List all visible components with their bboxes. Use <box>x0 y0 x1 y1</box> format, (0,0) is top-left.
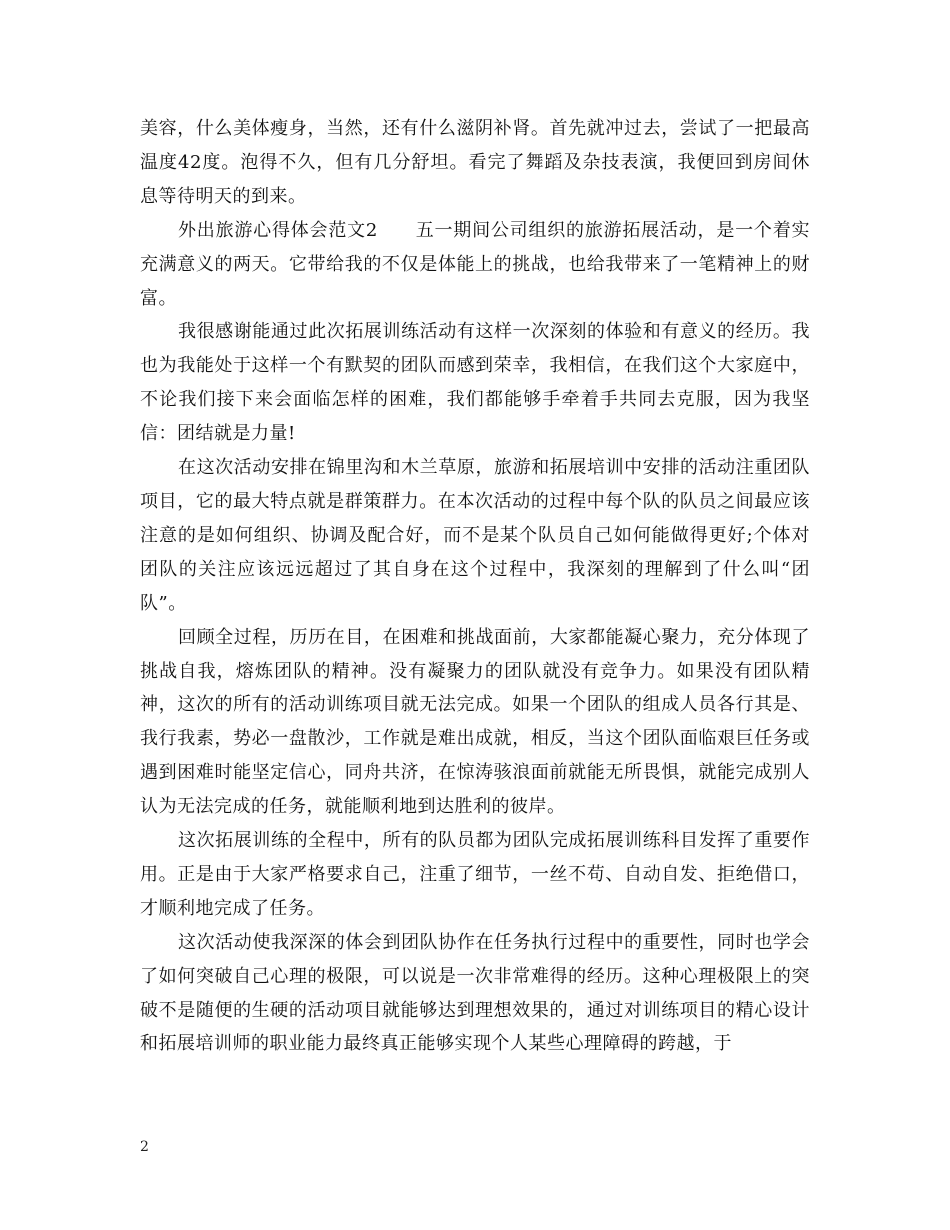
paragraph-5: 回顾全过程，历历在目，在困难和挑战面前，大家都能凝心聚力，充分体现了挑战自我，熔炼团队的精神。没有凝聚力的团队就没有竞争力。如果没有团队精神，这次的所有的活动训练项目就无法完成。如果一个团队的组成人员各行其是、我行我素，势必一盘散沙，工作就是难出成就，相反，当这个团队面临艰巨任务或遇到困难时能坚定信心，同舟共济，在惊涛骇浪面前就能无所畏惧，就能完成别人认为无法完成的任务，就能顺利地到达胜利的彼岸。 <box>140 626 810 818</box>
document-body <box>140 112 810 1061</box>
paragraph-7: 这次活动使我深深的体会到团队协作在任务执行过程中的重要性，同时也学会了如何突破自己心理的极限，可以说是一次非常难得的经历。这种心理极限上的突破不是随便的生硬的活动项目就能够达到理想效果的，通过对训练项目的精心设计和拓展培训师的职业能力最终真正能够实现个人某些心理障碍的跨越，于 <box>140 931 810 1055</box>
paragraph-6: 这次拓展训练的全程中，所有的队员都为团队完成拓展训练科目发挥了重要作用。正是由于大家严格要求自己，注重了细节，一丝不苟、自动自发、拒绝借口，才顺利地完成了任务。 <box>140 830 810 919</box>
paragraph-4: 在这次活动安排在锦里沟和木兰草原，旅游和拓展培训中安排的活动注重团队项目，它的最大特点就是群策群力。在本次活动的过程中每个队的队员之间最应该注意的是如何组织、协调及配合好，而不是某个队员自己如何能做得更好;个体对团队的关注应该远远超过了其自身在这个过程中，我深刻的理解到了什么叫“团队”。 <box>140 457 810 614</box>
page-number: 2 <box>140 1139 149 1155</box>
paragraph-1: 美容，什么美体瘦身，当然，还有什么滋阴补肾。首先就冲过去，尝试了一把最高温度42度。泡得不久，但有几分舒坦。看完了舞蹈及杂技表演，我便回到房间休息等待明天的到来。 <box>140 118 810 207</box>
paragraph-2: 外出旅游心得体会范文2 五一期间公司组织的旅游拓展活动，是一个着实充满意义的两天。它带给我的不仅是体能上的挑战，也给我带来了一笔精神上的财富。 <box>140 219 810 309</box>
paragraph-3: 我很感谢能通过此次拓展训练活动有这样一次深刻的体验和有意义的经历。我也为我能处于这样一个有默契的团队而感到荣幸，我相信，在我们这个大家庭中，不论我们接下来会面临怎样的困难，我们都能够手牵着手共同去克服，因为我坚信：团结就是力量! <box>140 321 810 445</box>
